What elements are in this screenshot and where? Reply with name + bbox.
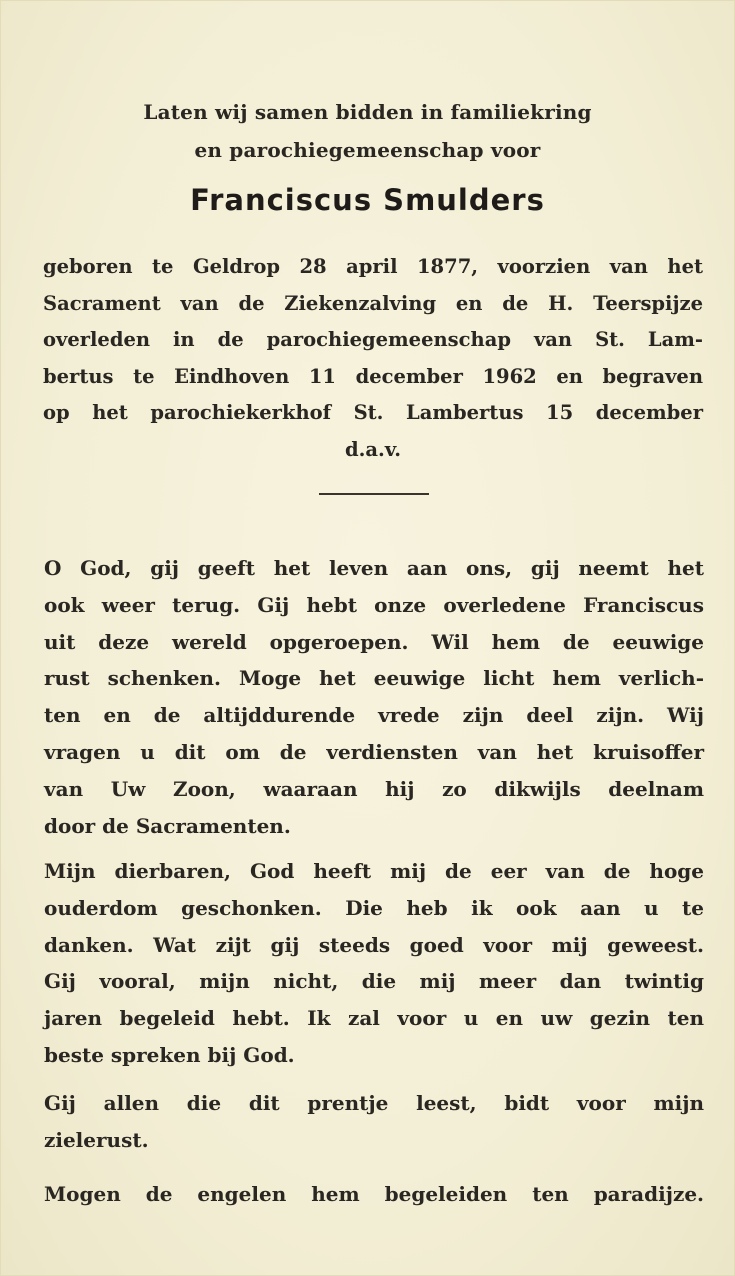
prayer-line: Mogen de engelen hem begeleiden ten paradijze. bbox=[44, 1182, 704, 1206]
bio-line: d.a.v. bbox=[344, 437, 401, 461]
prayer-line: rust schenken. Moge het eeuwige licht hem verlich- bbox=[44, 666, 704, 691]
deceased-name: Franciscus Smulders bbox=[190, 183, 545, 217]
prayer-paragraph-4 bbox=[44, 1176, 704, 1213]
bio-line: geboren te Geldrop 28 april 1877, voorzien van het bbox=[43, 255, 703, 278]
prayer-line: van Uw Zoon, waaraan hij zo dikwijls deelnam bbox=[44, 776, 704, 801]
prayer-line: uit deze wereld opgeroepen. Wil hem de eeuwige bbox=[44, 629, 704, 654]
prayer-line: ouderdom geschonken. Die heb ik ook aan u te bbox=[44, 895, 704, 920]
prayer-line: vragen u dit om de verdiensten van het kruisoffer bbox=[44, 739, 704, 764]
bio-line: bertus te Eindhoven 11 december 1962 en begraven bbox=[43, 364, 703, 388]
prayer-line: door de Sacramenten. bbox=[44, 813, 291, 838]
prayer-line: ten en de altijddurende vrede zijn deel zijn. Wij bbox=[44, 703, 704, 728]
prayer-line: O God, gij geeft het leven aan ons, gij neemt het bbox=[44, 556, 704, 580]
bio-line: op het parochiekerkhof St. Lambertus 15 december bbox=[43, 401, 703, 424]
prayer-line: jaren begeleid hebt. Ik zal voor u en uw gezin ten bbox=[44, 1006, 704, 1031]
prayer-line: Mijn dierbaren, God heeft mij de eer van de hoge bbox=[44, 859, 704, 883]
intro-text bbox=[61, 93, 674, 169]
bio-line: Sacrament van de Ziekenzalving en de H. Teerspijze bbox=[43, 291, 703, 315]
biography bbox=[43, 249, 703, 468]
prayer-paragraph-1 bbox=[44, 550, 704, 844]
prayer-line: Gij vooral, mijn nicht, die mij meer dan twintig bbox=[44, 969, 704, 994]
intro-line-2: en parochiegemeenschap voor bbox=[194, 138, 541, 162]
prayer-line: Gij allen die dit prentje leest, bidt voor mijn bbox=[44, 1091, 704, 1115]
prayer-line: zielerust. bbox=[44, 1127, 149, 1152]
prayer-line: ook weer terug. Gij hebt onze overledene Franciscus bbox=[44, 592, 704, 617]
prayer-line: beste spreken bij God. bbox=[44, 1042, 295, 1067]
intro-line-1: Laten wij samen bidden in familiekring bbox=[143, 100, 592, 124]
bio-line: overleden in de parochiegemeenschap van St. Lam- bbox=[43, 328, 703, 351]
prayer-paragraph-3 bbox=[44, 1085, 704, 1159]
prayer-line: danken. Wat zijt gij steeds goed voor mij geweest. bbox=[44, 932, 704, 957]
divider-line bbox=[319, 493, 429, 495]
prayer-paragraph-2 bbox=[44, 853, 704, 1074]
